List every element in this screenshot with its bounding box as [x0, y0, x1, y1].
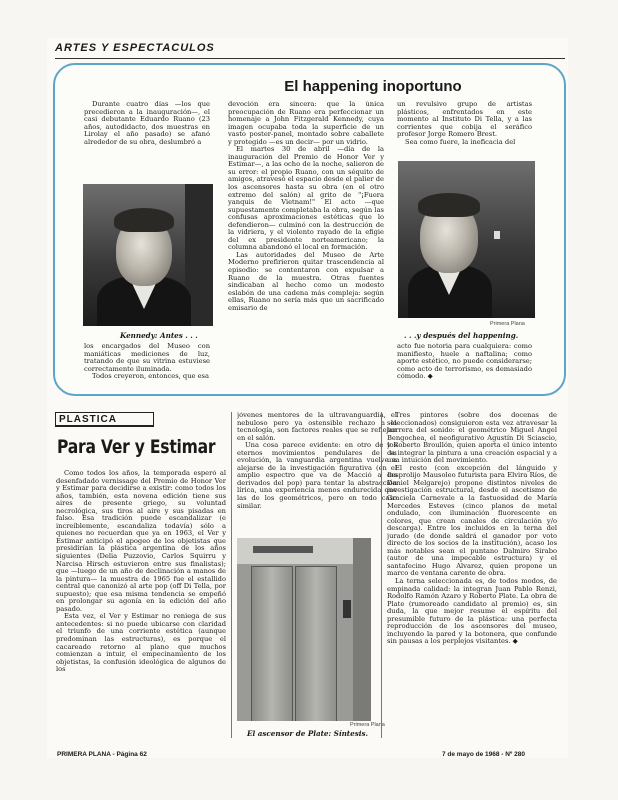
- paragraph: un revulsivo grupo de artistas plásticos, enfrentados en este momento al Instituto Di Tella, y a las corrientes que cobija el seráfico profesor Jorge Romero Brest.: [397, 101, 532, 139]
- photo-credit: Primera Plana: [490, 321, 525, 327]
- paragraph: los encargados del Museo con maniáticas mediciones de luz, tratando de que su vitrina estuviese correctamente iluminada.: [84, 343, 210, 373]
- column-rule: [381, 412, 382, 738]
- happening-title: El happening inoportuno: [284, 78, 462, 95]
- plastica-column-3: [387, 412, 557, 740]
- headline: Para Ver y Estimar: [57, 436, 216, 458]
- section-header-rule: [55, 58, 565, 59]
- paragraph: Las autoridades del Museo de Arte Moderno prefirieron quitar trascendencia al episodio: se contentaron con expulsar a Ruano de la muestra. Otras fuentes sindicaban al hecho como un modesto eslabón de una cadena más compleja: según ellas, Ruano no sería más que un sacrificado emisario de: [228, 250, 384, 312]
- photo-sign: [253, 546, 313, 553]
- paragraph: Esta vez, el Ver y Estimar no reniega de sus antecedentes: si no puede ubicarse con claridad el triunfo de una corriente estética (aunque predominan las estructuras), es porque el cacareado retorno al plano que muchos comienzan a intuir, el empecinamiento de los objetistas, la confusión ideológica de algunos de los: [56, 612, 226, 674]
- paragraph: Sea como fuere, la ineficacia del: [405, 137, 516, 146]
- elevator-door-left: [251, 566, 293, 721]
- happening-column-3: [397, 101, 532, 161]
- paragraph: El martes 30 de abril —día de la inauguración del Premio de Honor Ver y Estimar—, a las ocho de la noche, salieron de su error: el propio Ruano, con un séquito de amigos, atravesó el espacio desde el palier de los ascensores hasta su obra (en el otro extremo del salón) al grito de "¡Fuera yanquis de Vietnam!" El acto —que supuestamente completaba la obra, según las confusas aproximaciones estéticas que lo defendieron— culminó con la destrucción de la vidriera, y el violento rayado de la efigie del ex presidente norteamericano; la columna abandonó el local en formación.: [228, 145, 384, 252]
- paragraph: La terna seleccionada es, de todos modos, de empinada calidad: la integran Juan Pablo Renzi, Rodolfo Ramón Azaro y Roberto Plate. La obra de Plate (rumoreado candidato al premio) es, sin duda, la que mejor resume el espíritu del presumible futuro de la plástica: una perfecta reproducción de los ascensores del museo, incluyendo la pared y la botonera, que confunde sin pausas a los perplejos visitantes. ◆: [387, 577, 557, 646]
- footer-right: 7 de mayo de 1968 - Nº 280: [442, 751, 525, 758]
- paragraph: Tres pintores (sobre dos docenas de seleccionados) consiguieron esta vez atravesar la barrera del sonido: el geométrico Miguel Angel Bengochea, el neofigurativo Agustín Di Sciascio, y Roberto Broullón, quien aporta el único intento de integrar la pintura a una creación espacial y a una intuición del movimiento.: [387, 412, 557, 465]
- photo-credit: Primera Plana: [350, 722, 385, 728]
- kennedy-before-photo: [83, 184, 213, 326]
- photo-wall-side: [353, 538, 371, 721]
- photo-button-panel: [343, 600, 351, 618]
- happening-column-2: [228, 101, 384, 387]
- paragraph: devoción era sincera: que la única preocupación de Ruano era perfeccionar un homenaje a John Fitzgerald Kennedy, cuya imagen ocupaba toda la superficie de un vasto poster-panel, montado sobre caballete y protegido —es un decir— por un vidrio.: [228, 101, 384, 146]
- paragraph: Una cosa parece evidente: en otro de los eternos movimientos pendulares de su evolución, la vanguardia argentina vuelve a alejarse de la investigación figurativa (en el amplio espectro que va de Macció a los derivados del pop) para tentar la abstracción lírica, una experiencia menos endurecida que las de los geométricos, pero en todo caso similar.: [237, 441, 397, 510]
- paragraph: Todos creyeron, entonces, que esa: [92, 372, 209, 381]
- kennedy-after-photo: [398, 161, 535, 318]
- happening-column-1: [84, 101, 210, 183]
- section-header: ARTES Y ESPECTACULOS: [55, 42, 215, 54]
- plastica-column-1: [56, 470, 226, 746]
- photo-highlight: [494, 231, 500, 239]
- elevator-photo: [237, 538, 371, 721]
- photo-hair: [418, 193, 480, 217]
- paragraph: El resto (con excepción del lánguido y desprolijo Mausoleo futurista para Elvira Ríos, de Daniel Melgarejo) propone distintos niveles de investigación estructural, desde el ascetismo de Graciela Carnevale a la fastuosidad de María Mercedes Esteves (cinco planos de metal ondulado, con iluminación fluorescente en colores, que crean canales de circulación y/o descarga). Entre los incluidos en la terna del jurado (de donde saldrá el ganador por voto directo de los socios de la institución), acaso los más notables sean el puntano Dalmiro Sirabo (autor de una impecable estructura) y el santafecino Hugo Alvarez, quien propone un marco de ventana carente de obra.: [387, 463, 557, 578]
- elevator-door-right: [295, 566, 337, 721]
- paragraph: Como todos los años, la temporada esperó al desenfadado vernissage del Premio de Honor Ver y Estimar para decidirse a existir: como todos los años, también, esta novena edición tiene sus aires de presente griego, su voluntad necrológica, sus tiros al aire y sus pisadas en falso. Esa tradición puede escandalizar (e increíblemente, escandaliza todavía) sólo a quienes no recuerdan que ya en 1963, el Ver y Estimar anticipó el apogeo de los objetistas que presidirían la plástica argentina de los años siguientes (Delia Puzzovio, Carlos Squirru y Narcisa Hirsch estuvieron entre sus finalistas); que —luego de un año de declinación a manos de la pintura— la muestra de 1965 fue el estallido central que canonizó al arte pop (off Di Tella, por supuesto); que esa misma tendencia se empeñó en prolongar su agonía en la edición del año pasado.: [56, 470, 226, 613]
- happening-column-3-continued: [397, 343, 532, 385]
- photo-hair: [114, 208, 174, 232]
- happening-column-1-continued: [84, 343, 210, 385]
- caption-after: . . .y después del happening.: [404, 331, 519, 340]
- caption-before: Kennedy: Antes . . .: [120, 331, 198, 340]
- paragraph: Durante cuatro días —los que precedieron a la inauguración—, el casi debutante Eduardo Ruano (23 años, autodidacto, dos muestras en Lirolay el año pasado) se afanó alrededor de su obra, deslumbró a: [84, 101, 210, 146]
- elevator-caption: El ascensor de Plate: Síntesis.: [247, 729, 369, 738]
- plastica-column-2: [237, 412, 397, 532]
- section-kicker: PLASTICA: [55, 412, 154, 427]
- paragraph: jóvenes mentores de la ultravanguardia, el nebuloso pero ya ostensible rechazo a la tecnología, son factores reales que se reflejan en el salón.: [237, 412, 397, 442]
- footer-left: PRIMERA PLANA - Página 62: [57, 751, 147, 758]
- paragraph: acto fue notoria para cualquiera: como manifiesto, huele a naftalina; como aporte estético, no puede considerarse; como acto de terrorismo, es demasiado cómodo. ◆: [397, 343, 532, 381]
- column-rule: [231, 412, 232, 738]
